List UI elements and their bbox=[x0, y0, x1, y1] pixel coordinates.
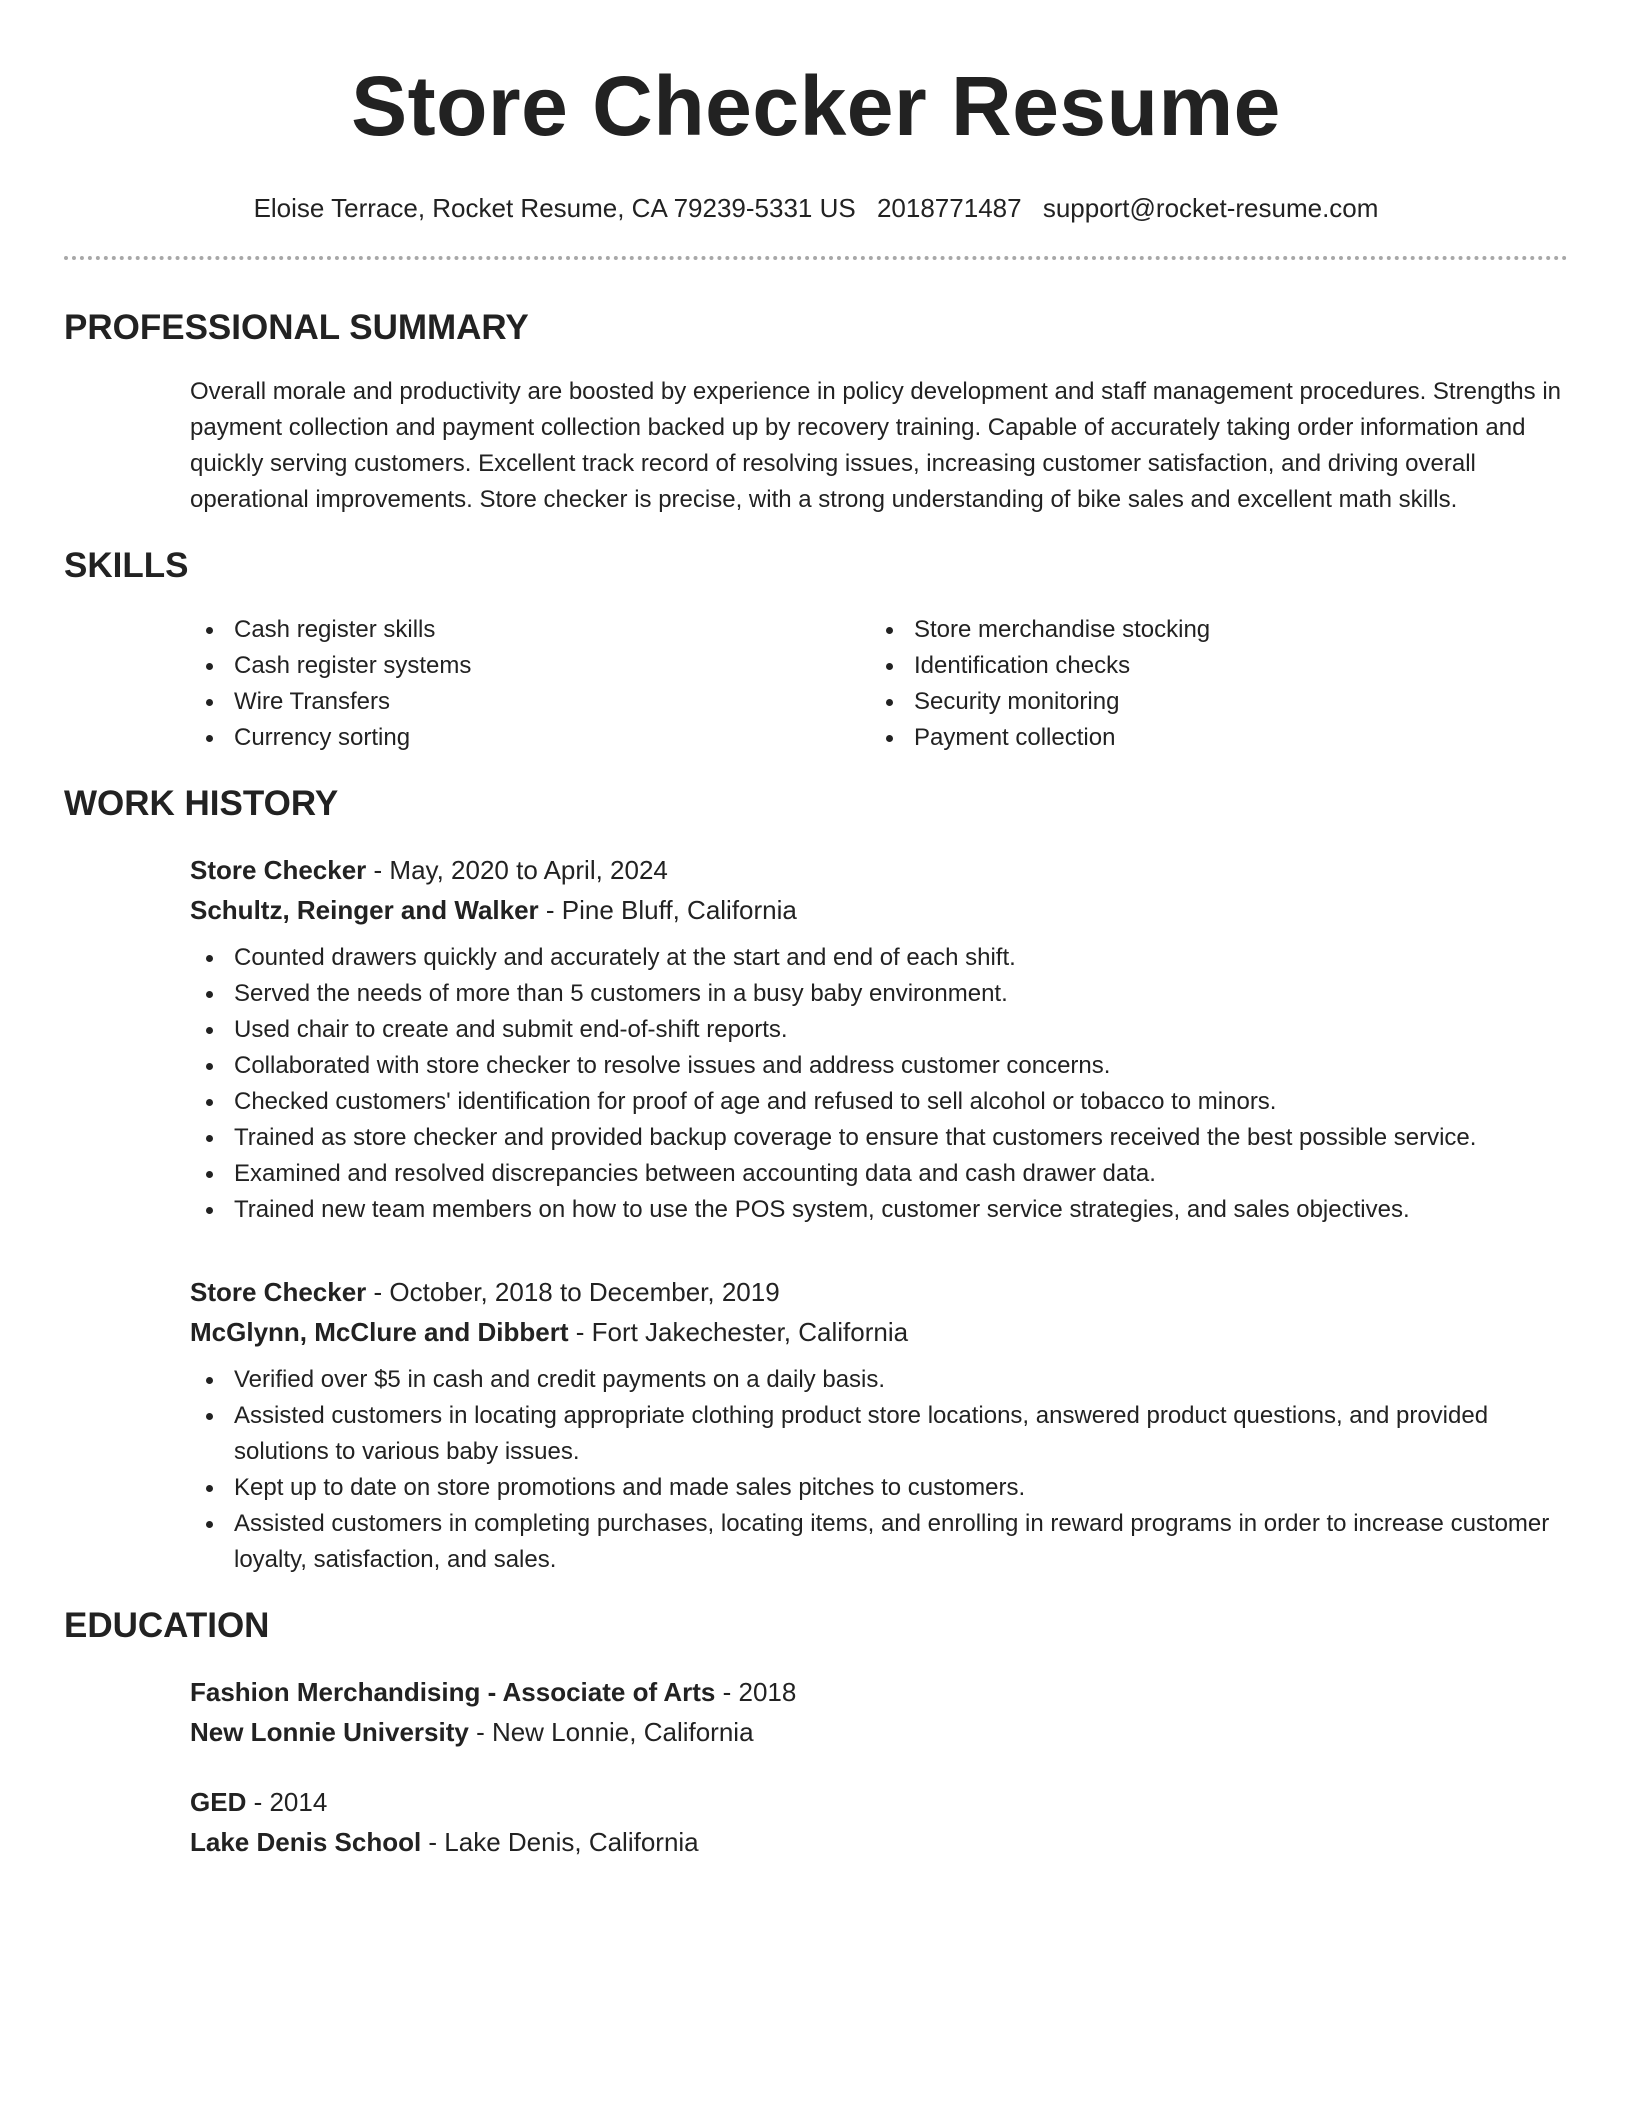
job-company: McGlynn, McClure and Dibbert bbox=[190, 1317, 569, 1347]
education-degree: GED bbox=[190, 1787, 247, 1817]
job-role: Store Checker bbox=[190, 855, 367, 885]
job-company: Schultz, Reinger and Walker bbox=[190, 895, 539, 925]
job-bullet: Kept up to date on store promotions and made sales pitches to customers. bbox=[190, 1470, 1568, 1506]
skill-item: Store merchandise stocking bbox=[870, 612, 1550, 648]
job-dates: - October, 2018 to December, 2019 bbox=[366, 1277, 780, 1307]
skills-grid bbox=[190, 612, 1568, 756]
job-bullet: Used chair to create and submit end-of-shift reports. bbox=[190, 1012, 1568, 1048]
job-company-line bbox=[190, 890, 1568, 930]
job-entry bbox=[190, 850, 1568, 1228]
section-professional-summary bbox=[64, 306, 1568, 518]
contact-address: Eloise Terrace, Rocket Resume, CA 79239-5331 US bbox=[253, 193, 856, 223]
skills-column-left bbox=[190, 612, 870, 756]
job-bullets bbox=[190, 940, 1568, 1228]
skill-item: Currency sorting bbox=[190, 720, 870, 756]
education-school-line bbox=[190, 1822, 1568, 1862]
job-title-line bbox=[190, 1272, 1568, 1312]
summary-text: Overall morale and productivity are boosted by experience in policy development and staff management procedures. Strengths in payment collection and payment collection backed up by recovery training. Capable of accurately taking order information and quickly serving customers. Excellent track record of resolving issues, increasing customer satisfaction, and driving overall operational improvements. Store checker is precise, with a strong understanding of bike sales and excellent math skills. bbox=[190, 378, 1561, 513]
section-title-education: EDUCATION bbox=[64, 1606, 270, 1645]
section-skills bbox=[64, 544, 1568, 756]
job-location: - Fort Jakechester, California bbox=[568, 1317, 909, 1347]
section-title-work: WORK HISTORY bbox=[64, 784, 339, 823]
skill-item: Security monitoring bbox=[870, 684, 1550, 720]
job-bullet: Assisted customers in completing purchases, locating items, and enrolling in reward programs in order to increase customer loyalty, satisfaction, and sales. bbox=[190, 1506, 1568, 1578]
header-divider bbox=[64, 256, 1568, 260]
education-entry bbox=[190, 1782, 1568, 1862]
job-bullet: Verified over $5 in cash and credit payments on a daily basis. bbox=[190, 1362, 1568, 1398]
skill-item: Cash register systems bbox=[190, 648, 870, 684]
contact-line bbox=[0, 192, 1632, 224]
skill-item: Payment collection bbox=[870, 720, 1550, 756]
job-bullet: Counted drawers quickly and accurately at the start and end of each shift. bbox=[190, 940, 1568, 976]
job-company-line bbox=[190, 1312, 1568, 1352]
job-bullet: Trained as store checker and provided backup coverage to ensure that customers received the best possible service. bbox=[190, 1120, 1568, 1156]
resume-title: Store Checker Resume bbox=[351, 59, 1281, 153]
skills-column-right bbox=[870, 612, 1550, 756]
education-location: - New Lonnie, California bbox=[468, 1717, 754, 1747]
job-entry bbox=[190, 1272, 1568, 1578]
job-role: Store Checker bbox=[190, 1277, 367, 1307]
contact-email: support@rocket-resume.com bbox=[1042, 193, 1379, 223]
section-title-summary: PROFESSIONAL SUMMARY bbox=[64, 308, 529, 347]
section-work-history bbox=[64, 782, 1568, 1578]
education-school-line bbox=[190, 1712, 1568, 1752]
job-title-line bbox=[190, 850, 1568, 890]
education-year: - 2018 bbox=[715, 1677, 797, 1707]
job-bullet: Served the needs of more than 5 customers in a busy baby environment. bbox=[190, 976, 1568, 1012]
job-bullet: Collaborated with store checker to resolve issues and address customer concerns. bbox=[190, 1048, 1568, 1084]
job-bullet: Assisted customers in locating appropriate clothing product store locations, answered product questions, and provided solutions to various baby issues. bbox=[190, 1398, 1568, 1470]
contact-phone: 2018771487 bbox=[876, 193, 1022, 223]
education-entry bbox=[190, 1672, 1568, 1752]
section-title-skills: SKILLS bbox=[64, 546, 189, 585]
education-school: New Lonnie University bbox=[190, 1717, 469, 1747]
job-location: - Pine Bluff, California bbox=[538, 895, 797, 925]
section-education bbox=[64, 1604, 1568, 1862]
job-bullet: Checked customers' identification for proof of age and refused to sell alcohol or tobacco to minors. bbox=[190, 1084, 1568, 1120]
education-degree-line bbox=[190, 1672, 1568, 1712]
job-bullet: Trained new team members on how to use the POS system, customer service strategies, and sales objectives. bbox=[190, 1192, 1568, 1228]
education-degree: Fashion Merchandising - Associate of Arts bbox=[190, 1677, 716, 1707]
job-bullet: Examined and resolved discrepancies between accounting data and cash drawer data. bbox=[190, 1156, 1568, 1192]
education-school: Lake Denis School bbox=[190, 1827, 422, 1857]
education-degree-line bbox=[190, 1782, 1568, 1822]
job-dates: - May, 2020 to April, 2024 bbox=[366, 855, 668, 885]
resume-header bbox=[0, 0, 1632, 224]
skill-item: Wire Transfers bbox=[190, 684, 870, 720]
skill-item: Identification checks bbox=[870, 648, 1550, 684]
job-bullets bbox=[190, 1362, 1568, 1578]
education-location: - Lake Denis, California bbox=[421, 1827, 699, 1857]
education-year: - 2014 bbox=[246, 1787, 328, 1817]
skill-item: Cash register skills bbox=[190, 612, 870, 648]
